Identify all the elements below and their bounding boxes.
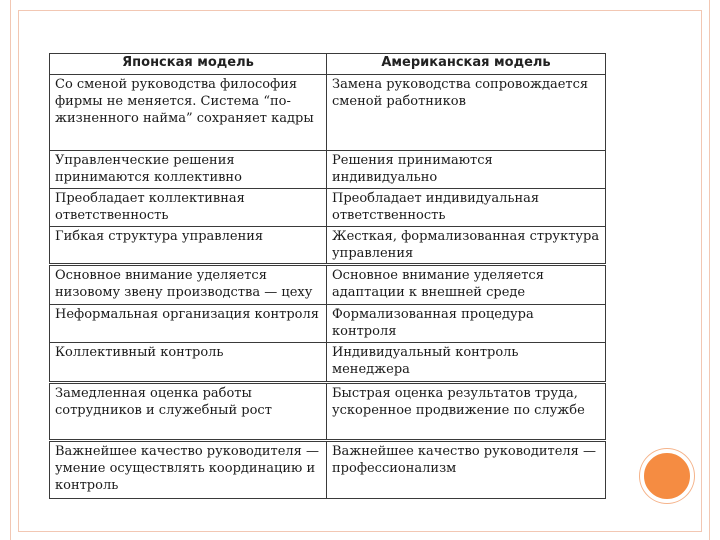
cell-american: Формализованная процедура контроля [327,305,606,343]
header-american-model: Американская модель [327,54,606,75]
table-row [50,343,606,383]
cell-american: Замена руководства сопровождается сменой работников [327,75,606,151]
cell-japanese: Основное внимание уделяется низовому звену производства — цеху [50,265,327,305]
cell-japanese: Важнейшее качество руководителя — умение осуществлять координацию и контроль [50,441,327,499]
table-row [50,151,606,189]
cell-american: Важнейшее качество руководителя — профессионализм [327,441,606,499]
table-row [50,383,606,441]
table-row [50,227,606,265]
cell-japanese: Гибкая структура управления [50,227,327,265]
table-header-row [50,54,606,75]
cell-american: Преобладает индивидуальная ответственность [327,189,606,227]
comparison-table [49,53,606,499]
decorative-circle [640,449,694,503]
cell-japanese: Преобладает коллективная ответственность [50,189,327,227]
cell-american: Жесткая, формализованная структура управления [327,227,606,265]
table-row [50,265,606,305]
table-row [50,75,606,151]
cell-american: Решения принимаются индивидуально [327,151,606,189]
cell-japanese: Коллективный контроль [50,343,327,383]
cell-japanese: Со сменой руководства философия фирмы не меняется. Система “по-жизненного найма” сохраняет кадры [50,75,327,151]
header-japanese-model: Японская модель [50,54,327,75]
cell-american: Быстрая оценка результатов труда, ускоренное продвижение по службе [327,383,606,441]
cell-japanese: Управленческие решения принимаются коллективно [50,151,327,189]
cell-american: Основное внимание уделяется адаптации к внешней среде [327,265,606,305]
cell-japanese: Неформальная организация контроля [50,305,327,343]
table-row [50,305,606,343]
table-row [50,441,606,499]
cell-american: Индивидуальный контроль менеджера [327,343,606,383]
cell-japanese: Замедленная оценка работы сотрудников и служебный рост [50,383,327,441]
table-row [50,189,606,227]
